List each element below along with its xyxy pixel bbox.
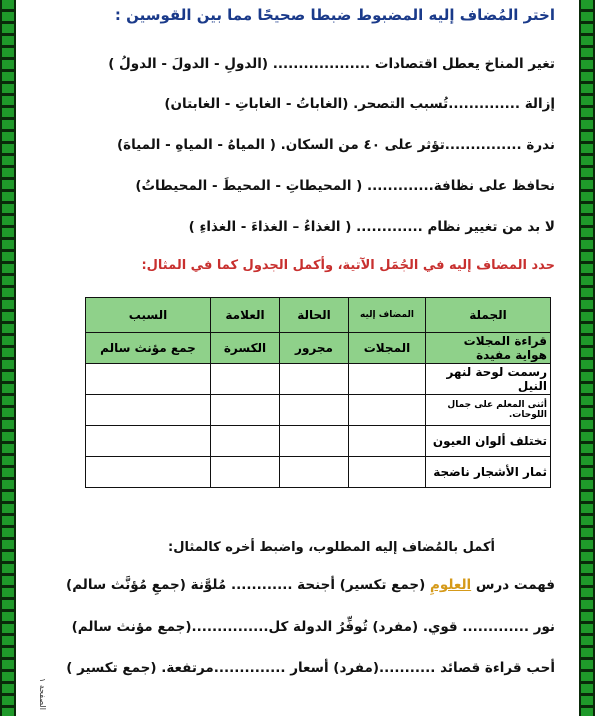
header-reason: السبب: [86, 298, 211, 333]
answer-cell[interactable]: [349, 395, 426, 426]
analysis-table: [85, 297, 551, 488]
q1-item-4: نحافظ على نظافة............. ( المحيطاتِ - المحيطَ - المحيطاتُ): [135, 178, 555, 194]
example-sentence: قراءة المجلات هواية مفيدة: [426, 333, 551, 364]
row-sentence: رسمت لوحة لنهر النيل: [426, 364, 551, 395]
answer-cell[interactable]: [211, 426, 280, 457]
table-row: [86, 364, 551, 395]
q3-item-1-pre: فهمت درس: [471, 577, 555, 593]
q3-item-1: [66, 577, 555, 593]
example-reason: جمع مؤنث سالم: [86, 333, 211, 364]
row-sentence: ثمار الأشجار ناضجة: [426, 457, 551, 488]
header-sign: العلامة: [211, 298, 280, 333]
answer-cell[interactable]: [280, 426, 349, 457]
answer-cell[interactable]: [349, 426, 426, 457]
answer-cell[interactable]: [211, 395, 280, 426]
q3-item-2: نور ............. قوي. (مفرد) تُوفِّرُ الدولة كل...............(جمع مؤنث سالم): [71, 619, 555, 635]
example-sign: الكسرة: [211, 333, 280, 364]
worksheet: [30, 0, 565, 716]
question-3-title: أكمل بالمُضاف إليه المطلوب، واضبط أخره كالمثال:: [168, 540, 495, 555]
table-row: [86, 426, 551, 457]
table-row: [86, 457, 551, 488]
answer-cell[interactable]: [280, 364, 349, 395]
answer-cell[interactable]: [86, 457, 211, 488]
q1-item-3: ندرة ...............تؤثر على ٤٠ من السكان. ( المياهُ - المياهِ - المياهَ): [116, 137, 555, 153]
q1-item-2: إزالة ..............تُسبب التصحر. (الغاباتُ - الغاباتِ - الغابتان): [164, 96, 555, 112]
answer-cell[interactable]: [86, 364, 211, 395]
q3-item-1-highlight: العلومِ: [429, 577, 472, 593]
question-1-title: اختر المُضاف إليه المضبوط ضبطا صحيحًا مما بين القوسين :: [114, 6, 555, 24]
q3-item-1-post: (جمع تكسير) أجنحة ............ مُلوَّنة (جمعِ مُؤنَّث سالم): [66, 577, 430, 593]
answer-cell[interactable]: [349, 364, 426, 395]
answer-cell[interactable]: [280, 395, 349, 426]
header-case: الحالة: [280, 298, 349, 333]
answer-cell[interactable]: [86, 395, 211, 426]
answer-cell[interactable]: [211, 364, 280, 395]
question-2-title: حدد المضاف إليه في الجُمَل الآتية، وأكمل الجدول كما في المثال:: [141, 258, 555, 273]
table-row-example: [86, 333, 551, 364]
row-sentence: أثنى المعلم على جمال اللوحات.: [426, 395, 551, 426]
page-number: الصفحة ١: [38, 678, 47, 710]
table-row: [86, 395, 551, 426]
header-sentence: الجملة: [426, 298, 551, 333]
decorative-border-right: [579, 0, 595, 716]
decorative-border-left: [0, 0, 16, 716]
example-mudaf-ilayh: المجلات: [349, 333, 426, 364]
row-sentence: تختلف ألوان العيون: [426, 426, 551, 457]
answer-cell[interactable]: [86, 426, 211, 457]
answer-cell[interactable]: [349, 457, 426, 488]
answer-cell[interactable]: [280, 457, 349, 488]
q1-item-1: تغير المناخ يعطل اقتصادات ................... (الدولِ - الدولَ - الدولُ ): [108, 56, 555, 72]
example-case: مجرور: [280, 333, 349, 364]
q1-item-5: لا بد من تغيير نظام ............. ( الغذاءُ – الغذاءَ - الغذاءِ ): [188, 219, 555, 235]
table-header-row: [86, 298, 551, 333]
answer-cell[interactable]: [211, 457, 280, 488]
q3-item-3: أحب قراءة قصائد ...........(مفرد) أسعار ..............مرتفعة. (جمع تكسير ): [66, 660, 555, 676]
header-mudaf-ilayh: المضاف إليه: [349, 298, 426, 333]
